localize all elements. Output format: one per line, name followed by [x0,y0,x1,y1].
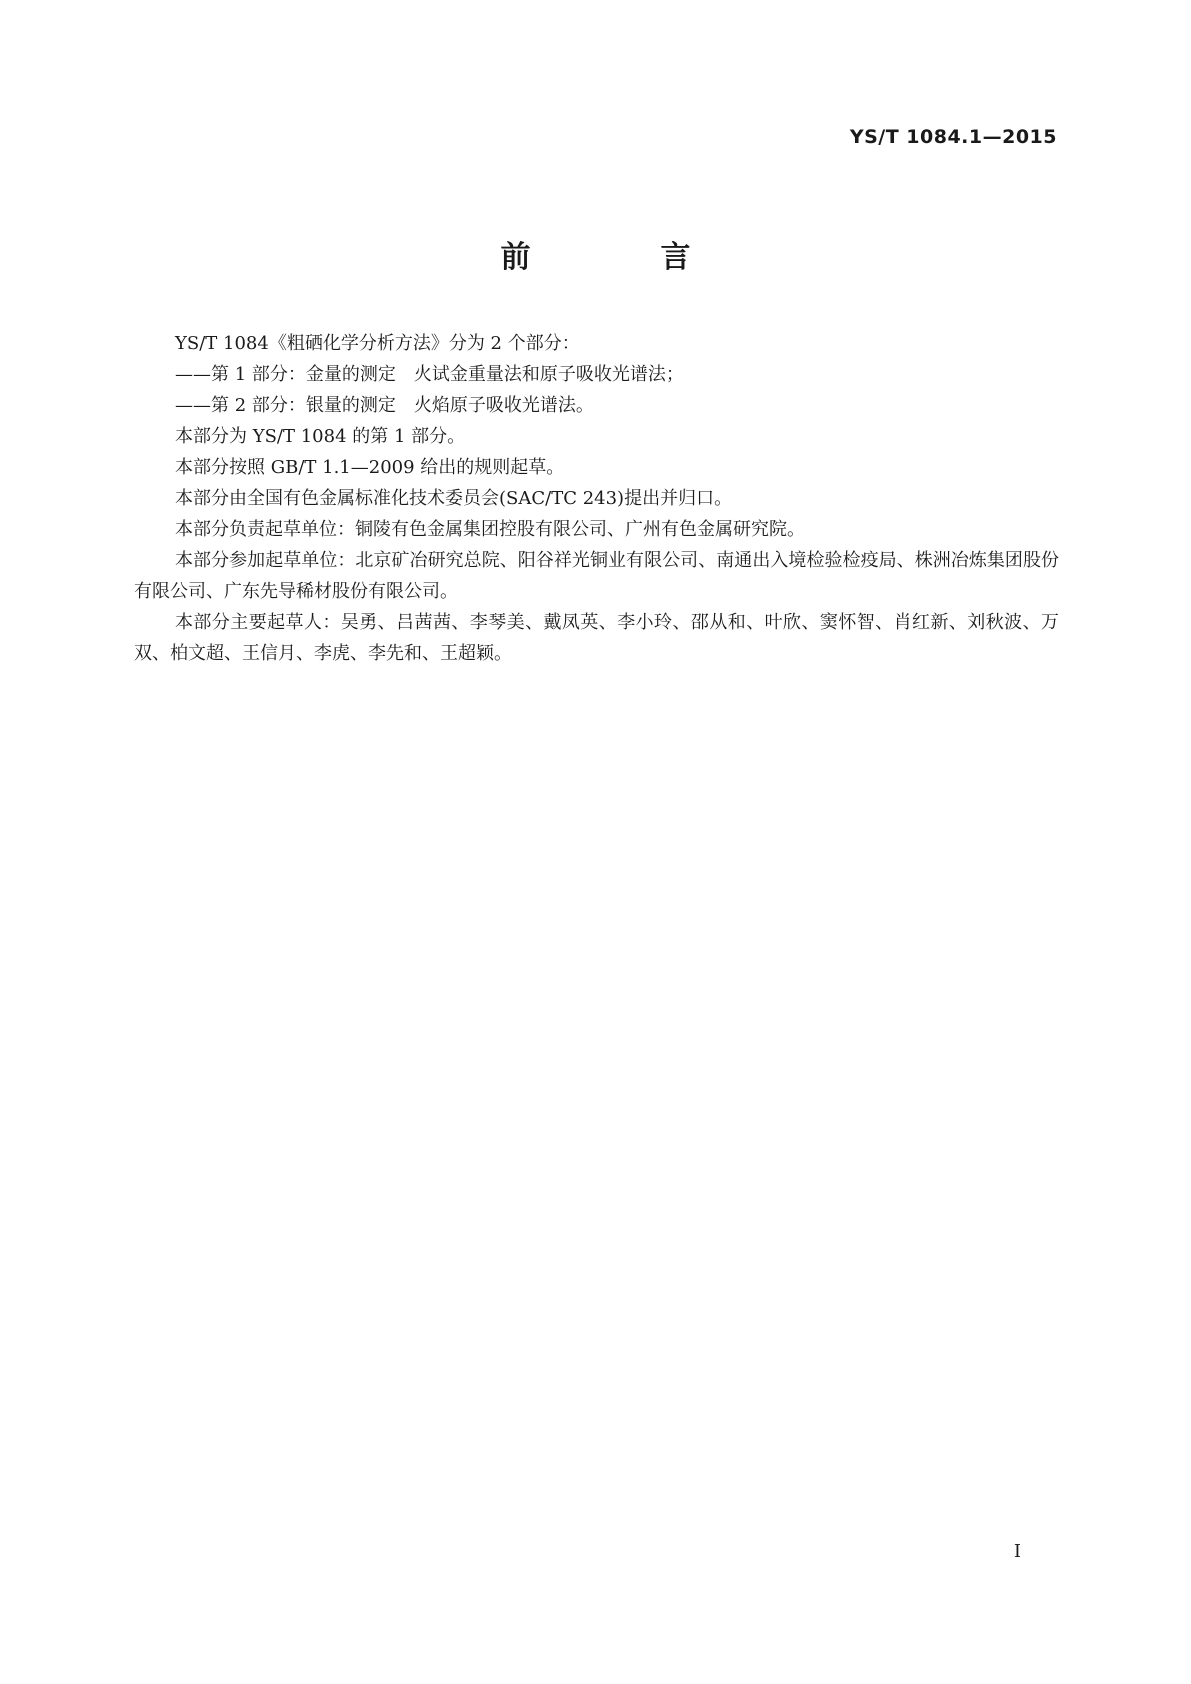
paragraph: 本部分为 YS/T 1084 的第 1 部分。 [175,426,466,447]
paragraph: 本部分参加起草单位：北京矿冶研究总院、阳谷祥光铜业有限公司、南通出入境检验检疫局、株洲冶炼集团股份有限公司、广东先导稀材股份有限公司。 [134,550,1059,602]
paragraph: 本部分按照 GB/T 1.1—2009 给出的规则起草。 [175,457,565,478]
paragraph: 本部分负责起草单位：铜陵有色金属集团控股有限公司、广州有色金属研究院。 [175,519,805,540]
foreword-body [134,328,1059,669]
paragraph: YS/T 1084《粗硒化学分析方法》分为 2 个部分： [175,333,580,354]
paragraph: ——第 2 部分：银量的测定 火焰原子吸收光谱法。 [175,395,594,416]
paragraph: ——第 1 部分：金量的测定 火试金重量法和原子吸收光谱法； [175,364,684,385]
page-number: I [1013,1541,1021,1562]
paragraph: 本部分主要起草人：吴勇、吕茜茜、李琴美、戴凤英、李小玲、邵从和、叶欣、窦怀智、肖红新、刘秋波、万双、柏文超、王信月、李虎、李先和、王超颖。 [134,612,1059,664]
standard-code: YS/T 1084.1—2015 [849,126,1057,148]
page-title: 前 言 [500,240,741,275]
paragraph: 本部分由全国有色金属标准化技术委员会(SAC/TC 243)提出并归口。 [175,488,733,509]
